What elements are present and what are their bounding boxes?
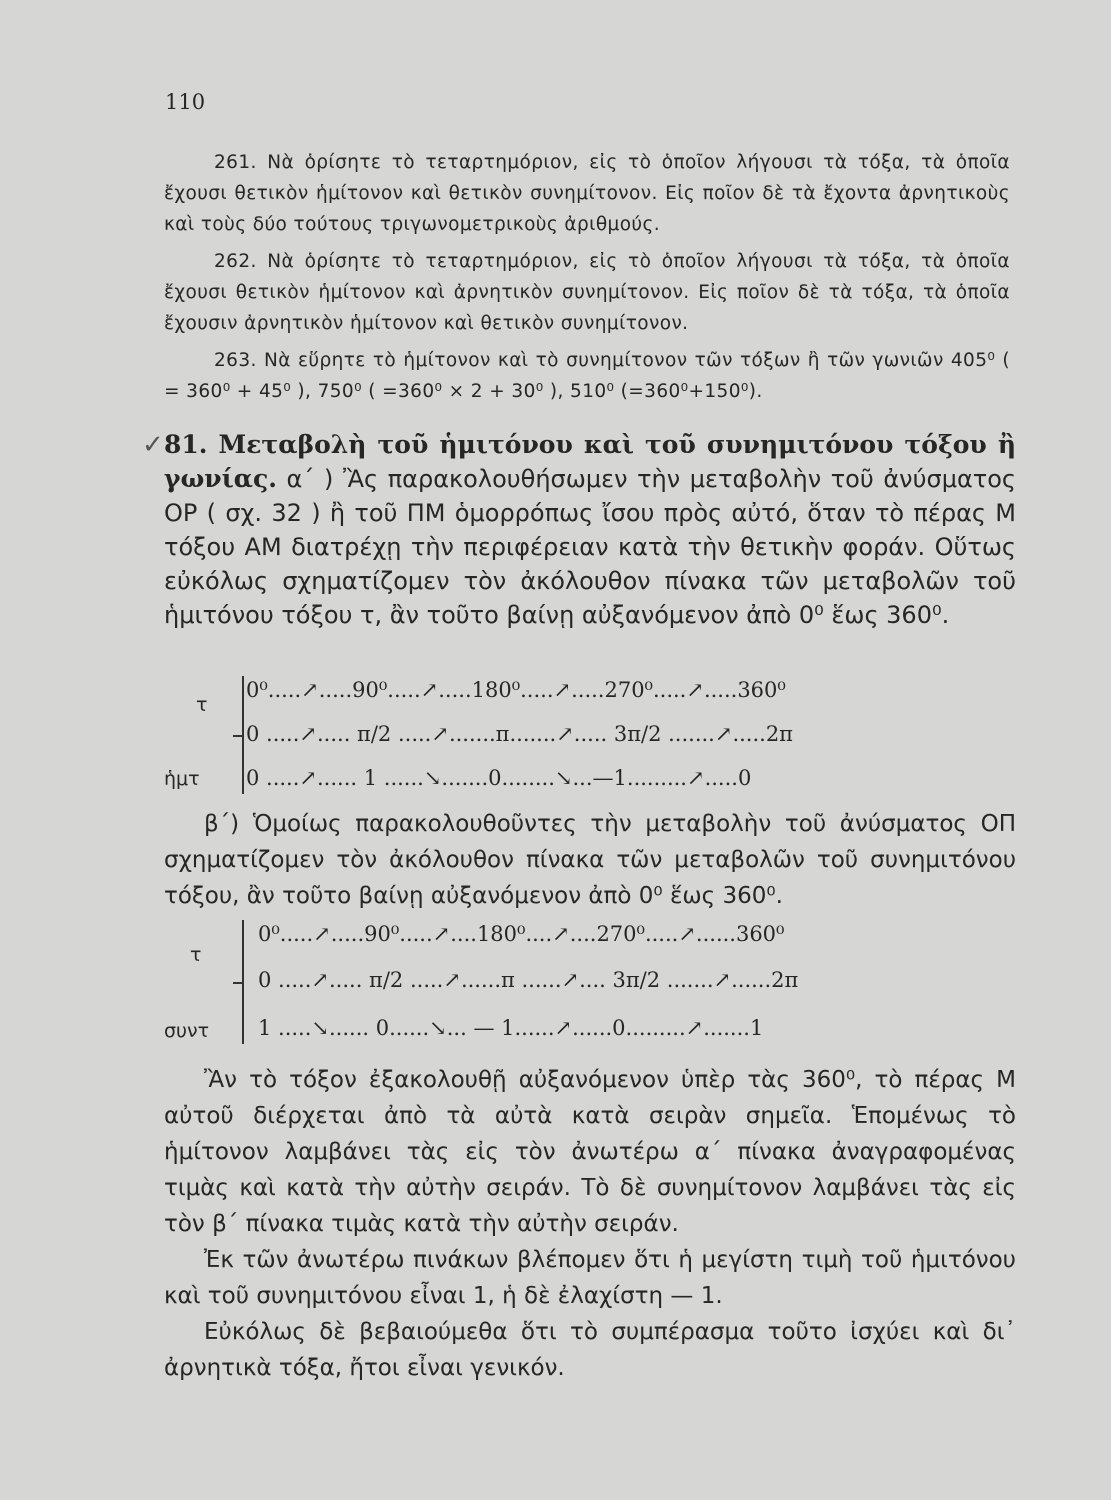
section-81 [142, 428, 1016, 632]
paragraph-b [164, 806, 1016, 914]
exercise-261: 261. Νὰ ὁρίσητε τὸ τεταρτημόριον, εἰς τὸ ὁποῖον λήγουσι τὰ τόξα, τὰ ὁποῖα ἔχουσι θετικὸν ἡμίτονον καὶ θετικὸν συνημίτονον. Εἰς ποῖον δὲ τὰ ἔχοντα ἀρνητικοὺς καὶ τοὺς δύο τούτους τριγωνομετρικοὺς ἀριθμούς. [164, 152, 1010, 235]
row-sine-values: 0 .....↗...... 1 ......↘.......0........↘...—1.........↗.....0 [246, 766, 752, 790]
row-label-sine: ἡμτ [164, 768, 200, 790]
exercise-262: 262. Νὰ ὁρίσητε τὸ τεταρτημόριον, εἰς τὸ ὁποῖον λήγουσι τὰ τόξα, τὰ ὁποῖα ἔχουσι θετικὸν ἡμίτονον καὶ ἀρνητικὸν συνημίτονον. Εἰς ποῖον δὲ τὰ τόξα, τὰ ὁποῖα ἔχουσιν ἀρνητικὸν ἡμίτονον καὶ θετικὸν συνημίτονον. [164, 251, 1010, 334]
check-mark-annotation: ✓ [142, 430, 164, 460]
exercise-263: 263. Νὰ εὕρητε τὸ ἡμίτονον καὶ τὸ συνημίτονον τῶν τόξων ἢ τῶν γωνιῶν 405⁰ ( = 360⁰ + 45⁰ ), 750⁰ ( =360⁰ × 2 + 30⁰ ), 510⁰ (=360⁰+150⁰). [164, 350, 1010, 402]
sine-variation-table [164, 672, 924, 798]
closing-paragraph: Ἐκ τῶν ἀνωτέρω πινάκων βλέπομεν ὅτι ἡ μεγίστη τιμὴ τοῦ ἡμιτόνου καὶ τοῦ συνημιτόνου εἶναι 1, ἡ δὲ ἐλαχίστη — 1. [164, 1247, 1016, 1309]
closing-paragraph: Εὐκόλως δὲ βεβαιούμεθα ὅτι τὸ συμπέρασμα τοῦτο ἰσχύει καὶ δι᾽ ἀρνητικὰ τόξα, ἤτοι εἶναι γενικόν. [164, 1319, 1016, 1381]
row-radians: 0 .....↗..... π/2 .....↗.......π.......↗..... 3π/2 .......↗.....2π [246, 722, 793, 746]
closing-paragraph: Ἂν τὸ τόξον ἐξακολουθῇ αὐξανόμενον ὑπὲρ τὰς 360⁰, τὸ πέρας Μ αὐτοῦ διέρχεται ἀπὸ τὰ αὐτὰ κατὰ σειρὰν σημεῖα. Ἑπομένως τὸ ἡμίτονον λαμβάνει τὰς εἰς τὸν ἀνωτέρω α΄ πίνακα ἀναγραφομένας τιμὰς καὶ κατὰ τὴν αὐτὴν σειράν. Τὸ δὲ συνημίτονον λαμβάνει τὰς εἰς τὸν β΄ πίνακα τιμὰς κατὰ τὴν αὐτὴν σειράν. [164, 1067, 1016, 1237]
row-degrees: 0⁰.....↗.....90⁰.....↗.....180⁰.....↗.....270⁰.....↗.....360⁰ [246, 678, 786, 702]
section-intro: α΄ ) Ἂς παρακολουθήσωμεν τὴν μεταβολὴν τοῦ ἀνύσματος ΟΡ ( σχ. 32 ) ἢ τοῦ ΠΜ ὁμορρόπως ἴσου πρὸς αὐτό, ὅταν τὸ πέρας Μ τόξου ΑΜ διατρέχῃ τὴν περιφέρειαν κατὰ τὴν θετικὴν φοράν. Οὕτως εὐκόλως σχηματίζομεν τὸν ἀκόλουθον πίνακα τῶν μεταβολῶν τοῦ ἡμιτόνου τόξου τ, ἂν τοῦτο βαίνῃ αὐξανόμενον ἀπὸ 0⁰ ἕως 360⁰. [164, 465, 1016, 629]
cosine-variation-table [164, 916, 924, 1048]
row-degrees: 0⁰.....↗.....90⁰.....↗....180⁰....↗....270⁰.....↗......360⁰ [258, 922, 785, 946]
paragraph-b-text: β΄) Ὁμοίως παρακολουθοῦντες τὴν μεταβολὴν τοῦ ἀνύσματος ΟΠ σχηματίζομεν τὸν ἀκόλουθον πίνακα τῶν μεταβολῶν τοῦ συνημιτόνου τόξου, ἂν τοῦτο βαίνῃ αὐξανόμενον ἀπὸ 0⁰ ἕως 360⁰. [164, 811, 1016, 909]
page-number: 110 [165, 90, 206, 114]
row-label-arc: τ [196, 694, 208, 716]
row-label-cosine: συντ [164, 1020, 210, 1042]
exercises-block [164, 147, 1010, 413]
row-cosine-values: 1 .....↘...... 0......↘... — 1......↗......0.........↗.......1 [258, 1016, 764, 1040]
section-text [164, 428, 1016, 632]
section-heading: 81. Μεταβολὴ τοῦ ἡμιτόνου καὶ τοῦ συνημιτόνου τόξου ἢ γωνίας. [164, 430, 1016, 493]
row-radians: 0 .....↗..... π/2 .....↗......π ......↗.... 3π/2 .......↗......2π [258, 968, 799, 992]
row-label-arc: τ [190, 944, 202, 966]
closing-paragraphs [164, 1062, 1016, 1386]
